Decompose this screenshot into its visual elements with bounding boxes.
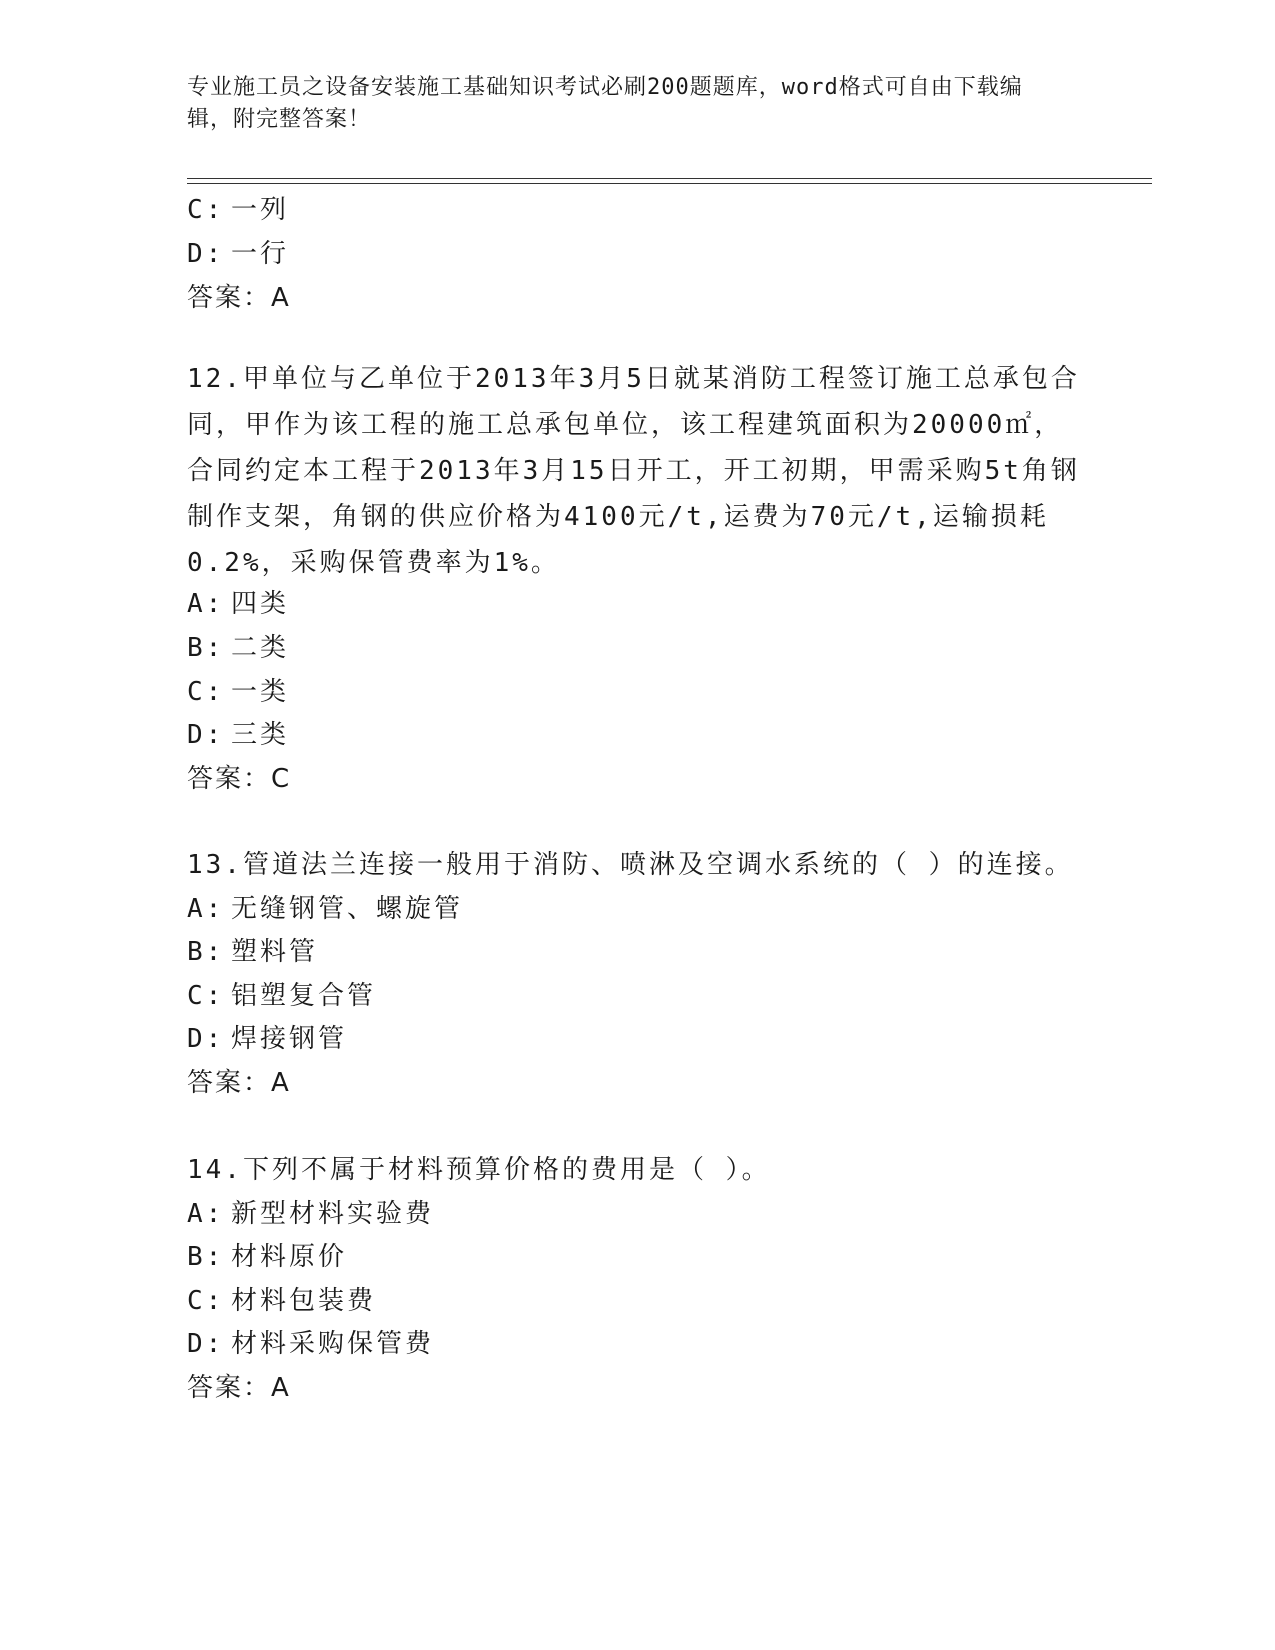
answer-line: 答案：A [187, 1373, 291, 1403]
document-header: 专业施工员之设备安装施工基础知识考试必刷200题题库，word格式可自由下载编辑，附完整答案！ [187, 75, 1023, 132]
question-stem: 13.管道法兰连接一般用于消防、喷淋及空调水系统的（ ）的连接。 [187, 850, 1074, 880]
option-d [187, 1327, 434, 1361]
option-c [187, 675, 289, 709]
option-b [187, 1240, 347, 1274]
option-text: 材料原价 [231, 1242, 348, 1272]
option-text: 材料采购保管费 [231, 1329, 435, 1359]
option-a [187, 587, 289, 621]
option-key: D: [187, 1329, 225, 1359]
question-stem: 14.下列不属于材料预算价格的费用是（ ）。 [187, 1155, 771, 1185]
option-key: A: [187, 1199, 225, 1229]
option-b [187, 935, 318, 969]
option-key: D: [187, 720, 225, 750]
option-key: C: [187, 981, 225, 1011]
option-b [187, 631, 289, 665]
option-d [187, 1022, 347, 1056]
option-d [187, 237, 289, 271]
option-text: 新型材料实验费 [231, 1199, 435, 1229]
option-a [187, 892, 463, 926]
option-a [187, 1197, 434, 1231]
answer-line: 答案：A [187, 1068, 291, 1098]
option-text: 二类 [231, 633, 290, 663]
option-key: B: [187, 937, 225, 967]
question-stem: 12.甲单位与乙单位于2013年3月5日就某消防工程签订施工总承包合同，甲作为该工程的施工总承包单位，该工程建筑面积为20000㎡，合同约定本工程于2013年3月15日开工，开工初期，甲需采购5t角钢制作支架，角钢的供应价格为4100元/t,运费为70元/t,运输损耗0.2%，采购保管费率为1%。 [187, 364, 1080, 578]
header-divider-top [187, 178, 1152, 179]
option-key: D: [187, 1024, 225, 1054]
option-text: 无缝钢管、螺旋管 [231, 894, 464, 924]
option-text: 一列 [231, 195, 290, 225]
option-d [187, 718, 289, 752]
header-divider-bottom [187, 183, 1152, 184]
option-key: B: [187, 633, 225, 663]
option-c [187, 979, 376, 1013]
option-text: 一类 [231, 677, 290, 707]
option-key: A: [187, 894, 225, 924]
option-key: A: [187, 589, 225, 619]
option-key: C: [187, 195, 225, 225]
option-key: C: [187, 1286, 225, 1316]
option-key: B: [187, 1242, 225, 1272]
option-text: 一行 [231, 239, 290, 269]
option-text: 焊接钢管 [231, 1024, 348, 1054]
option-text: 三类 [231, 720, 290, 750]
answer-line: 答案：A [187, 283, 291, 313]
option-c [187, 193, 289, 227]
option-text: 铝塑复合管 [231, 981, 377, 1011]
option-text: 四类 [231, 589, 290, 619]
option-text: 塑料管 [231, 937, 319, 967]
option-key: D: [187, 239, 225, 269]
option-key: C: [187, 677, 225, 707]
option-text: 材料包装费 [231, 1286, 377, 1316]
answer-line: 答案：C [187, 764, 292, 794]
option-c [187, 1284, 376, 1318]
